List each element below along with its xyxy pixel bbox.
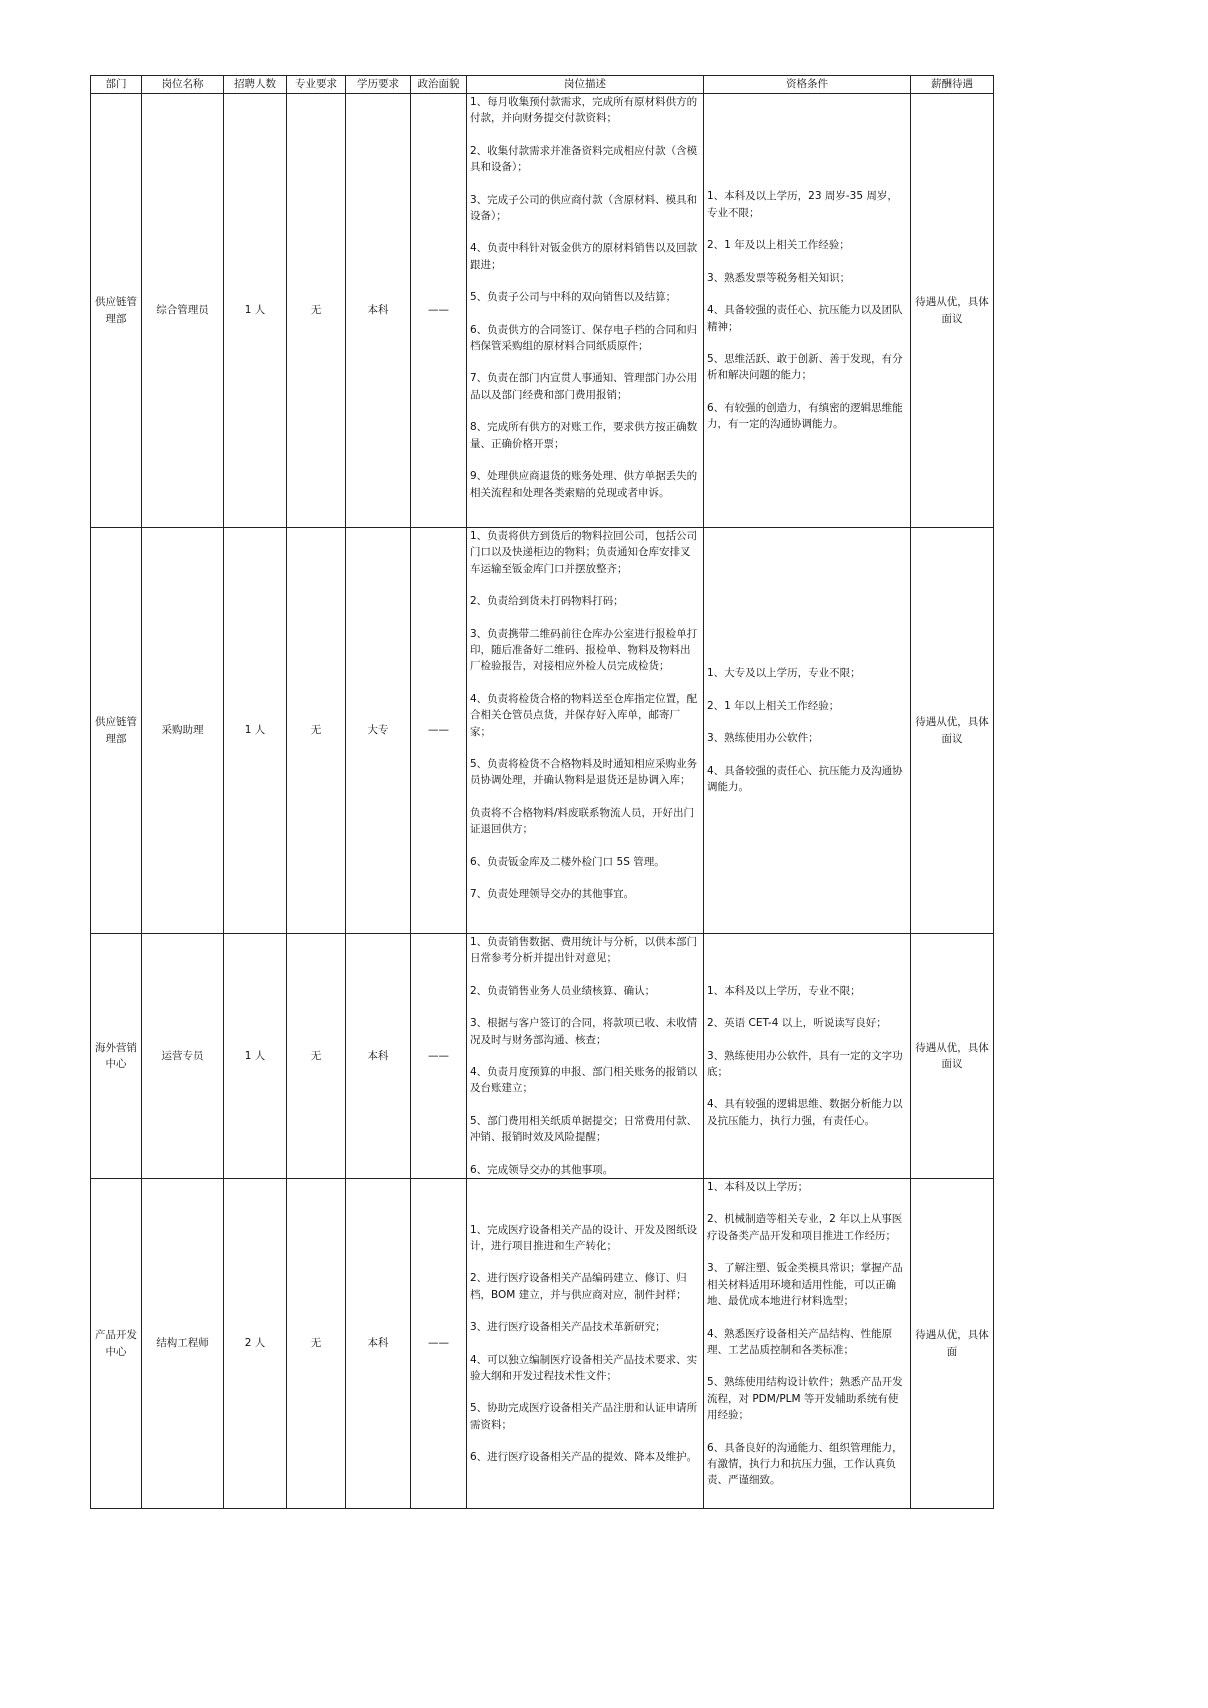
header-title: 岗位名称 [142,76,224,94]
qual-item: 1、大专及以上学历，专业不限； [707,667,861,680]
desc-item: 5、负责子公司与中科的双向销售以及结算； [470,291,677,304]
qual-cell [704,528,911,934]
desc-item: 1、每月收集预付款需求，完成所有原材料供方的付款，并向财务提交付款资料； [470,96,698,125]
count-cell: 1 人 [224,934,287,1179]
desc-item: 3、负责携带二维码前往仓库办公室进行报检单打印，随后准备好二维码、报检单、物料及物料出厂检验报告，对接相应外检人员完成检货； [470,627,698,673]
major-cell: 无 [287,528,346,934]
desc-cell [467,528,704,934]
desc-item: 2、进行医疗设备相关产品编码建立、修订、归档，BOM 建立，并与供应商对应，制件封样； [470,1272,687,1301]
edu-cell: 本科 [346,1179,411,1509]
desc-item: 6、负责供方的合同签订、保存电子档的合同和归档保管采购组的原材料合同纸质原件； [470,323,698,353]
edu-cell: 本科 [346,934,411,1179]
political-cell: —— [411,934,467,1179]
qual-item: 3、熟练使用办公软件，具有一定的文字功底； [707,1049,903,1079]
edu-cell: 大专 [346,528,411,934]
political-cell: —— [411,1179,467,1509]
title-cell: 运营专员 [142,934,224,1179]
desc-item: 2、收集付款需求并准备资料完成相应付款（含模具和设备）； [470,144,698,174]
header-pay: 薪酬待遇 [911,76,994,94]
desc-item: 5、负责将检货不合格物料及时通知相应采购业务员协调处理，并确认物料是退货还是协调入库； [470,758,698,787]
header-desc: 岗位描述 [467,76,704,94]
dept-cell: 供应链管理部 [91,528,142,934]
desc-cell [467,934,704,1179]
qual-item: 5、熟练使用结构设计软件；熟悉产品开发流程，对 PDM/PLM 等开发辅助系统有使用经验； [707,1376,903,1422]
pay-cell: 待遇从优，具体面议 [911,528,994,934]
header-qual: 资格条件 [704,76,911,94]
title-cell: 结构工程师 [142,1179,224,1509]
desc-item: 4、负责月度预算的申报、部门相关账务的报销以及台账建立； [470,1066,698,1095]
edu-cell: 本科 [346,94,411,528]
desc-item: 3、进行医疗设备相关产品技术革新研究； [470,1321,666,1334]
count-cell: 1 人 [224,528,287,934]
qual-item: 4、熟悉医疗设备相关产品结构、性能原理、工艺品质控制和各类标准； [707,1327,893,1356]
desc-item: 7、负责处理领导交办的其他事宜。 [470,888,635,901]
qual-cell [704,1179,911,1509]
major-cell: 无 [287,934,346,1179]
desc-item: 1、负责销售数据、费用统计与分析，以供本部门日常参考分析并提出针对意见； [470,936,698,965]
qual-item: 1、本科及以上学历； [707,1181,809,1194]
qual-item: 4、具有较强的逻辑思维、数据分析能力以及抗压能力，执行力强，有责任心。 [707,1098,903,1127]
table-row [91,94,994,528]
qual-item: 2、1 年以上相关工作经验； [707,699,840,712]
table-row [91,934,994,1179]
header-political: 政治面貌 [411,76,467,94]
major-cell: 无 [287,1179,346,1509]
qual-item: 4、具备较强的责任心、抗压能力及沟通协调能力。 [707,764,903,794]
desc-item: 8、完成所有供方的对账工作，要求供方按正确数量、正确价格开票； [470,421,698,450]
desc-item: 2、负责给到货未打码物料打码； [470,595,624,608]
major-cell: 无 [287,94,346,528]
political-cell: —— [411,528,467,934]
desc-item: 6、负责钣金库及二楼外检门口 5S 管理。 [470,855,665,868]
qual-cell [704,934,911,1179]
desc-item: 2、负责销售业务人员业绩核算、确认； [470,984,656,997]
qual-item: 3、了解注塑、钣金类模具常识；掌握产品相关材料适用环境和适用性能，可以正确地、最优成本地进行材料选型； [707,1262,903,1308]
political-cell: —— [411,94,467,528]
header-dept: 部门 [91,76,142,94]
desc-item: 1、完成医疗设备相关产品的设计、开发及图纸设计，进行项目推进和生产转化； [470,1223,698,1252]
qual-item: 6、有较强的创造力，有缜密的逻辑思维能力，有一定的沟通协调能力。 [707,401,903,431]
desc-item: 3、完成子公司的供应商付款（含原材料、模具和设备）； [470,193,698,223]
dept-cell: 产品开发中心 [91,1179,142,1509]
pay-cell: 待遇从优，具体面议 [911,934,994,1179]
header-row [91,76,994,94]
desc-item: 5、部门费用相关纸质单据提交；日常费用付款、冲销、报销时效及风险提醒； [470,1114,698,1144]
desc-item: 9、处理供应商退货的账务处理、供方单据丢失的相关流程和处理各类索赔的兑现或者申诉。 [470,470,698,499]
count-cell: 2 人 [224,1179,287,1509]
qual-item: 1、本科及以上学历，专业不限； [707,984,861,997]
pay-cell: 待遇从优，具体面 [911,1179,994,1509]
table-row [91,528,994,934]
desc-item: 负责将不合格物料/料废联系物流人员，开好出门证退回供方； [470,806,695,836]
desc-cell [467,94,704,528]
desc-item: 4、负责中科针对钣金供方的原材料销售以及回款跟进； [470,242,698,271]
dept-cell: 海外营销中心 [91,934,142,1179]
desc-item: 6、完成领导交办的其他事项。 [470,1163,614,1176]
count-cell: 1 人 [224,94,287,528]
desc-item: 4、负责将检货合格的物料送至仓库指定位置，配合相关仓管员点货，并保存好入库单，邮寄厂家； [470,692,698,738]
table-row [91,1179,994,1509]
qual-item: 1、本科及以上学历，23 周岁-35 周岁，专业不限； [707,190,898,219]
header-count: 招聘人数 [224,76,287,94]
desc-item: 1、负责将供方到货后的物料拉回公司，包括公司门口以及快递柜边的物料；负责通知仓库安排叉车运输至钣金库门口并摆放整齐； [470,530,698,575]
header-major: 专业要求 [287,76,346,94]
pay-cell: 待遇从优，具体面议 [911,94,994,528]
qual-item: 4、具备较强的责任心、抗压能力以及团队精神； [707,304,903,333]
desc-item: 3、根据与客户签订的合同，将款项已收、未收情况及时与财务部沟通、核查； [470,1017,698,1046]
qual-item: 5、思维活跃、敢于创新、善于发现，有分析和解决问题的能力； [707,352,903,382]
recruitment-table [90,75,994,1509]
desc-item: 7、负责在部门内宣贯人事通知、管理部门办公用品以及部门经费和部门费用报销； [470,372,698,401]
title-cell: 综合管理员 [142,94,224,528]
header-edu: 学历要求 [346,76,411,94]
qual-item: 3、熟练使用办公软件； [707,732,819,745]
desc-item: 6、进行医疗设备相关产品的提效、降本及维护。 [470,1451,698,1464]
desc-item: 4、可以独立编制医疗设备相关产品技术要求、实验大纲和开发过程技术性文件； [470,1353,698,1382]
qual-cell [704,94,911,528]
desc-cell [467,1179,704,1509]
qual-item: 2、1 年及以上相关工作经验； [707,239,850,252]
qual-item: 6、具备良好的沟通能力、组织管理能力，有激情，执行力和抗压力强，工作认真负责、严谨细致。 [707,1441,903,1487]
qual-item: 2、英语 CET-4 以上，听说读写良好； [707,1017,887,1030]
qual-item: 2、机械制造等相关专业，2 年以上从事医疗设备类产品开发和项目推进工作经历； [707,1213,903,1242]
dept-cell: 供应链管理部 [91,94,142,528]
qual-item: 3、熟悉发票等税务相关知识； [707,271,851,284]
desc-item: 5、协助完成医疗设备相关产品注册和认证申请所需资料； [470,1402,698,1431]
title-cell: 采购助理 [142,528,224,934]
